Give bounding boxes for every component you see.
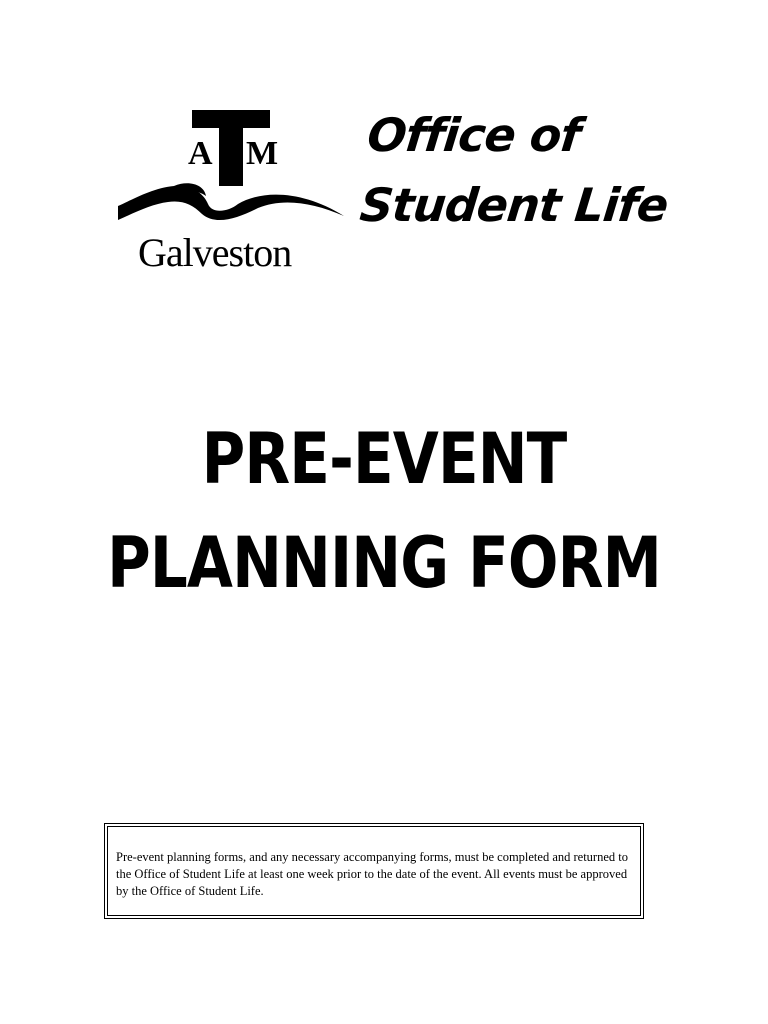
notice-text: Pre-event planning forms, and any necessary accompanying forms, must be completed and returned to the Office of Student Life at least one week prior to the date of the event. All events must be approved by the Office of Student Life. [116, 850, 628, 898]
office-title-line-2: Student Life [357, 178, 671, 232]
form-title-line-1: PRE-EVENT [201, 418, 567, 500]
logo-letter-a: A [188, 135, 213, 172]
form-title-line-2: PLANNING FORM [107, 522, 661, 604]
logo-campus-name: Galveston [138, 230, 292, 274]
wave-swoosh [118, 186, 344, 220]
tamu-galveston-logo [112, 104, 352, 274]
logo-letter-m: M [246, 135, 279, 172]
office-title-line-1: Office of [364, 108, 583, 162]
form-title [58, 418, 711, 604]
office-title [357, 108, 677, 232]
notice-box [104, 823, 644, 919]
